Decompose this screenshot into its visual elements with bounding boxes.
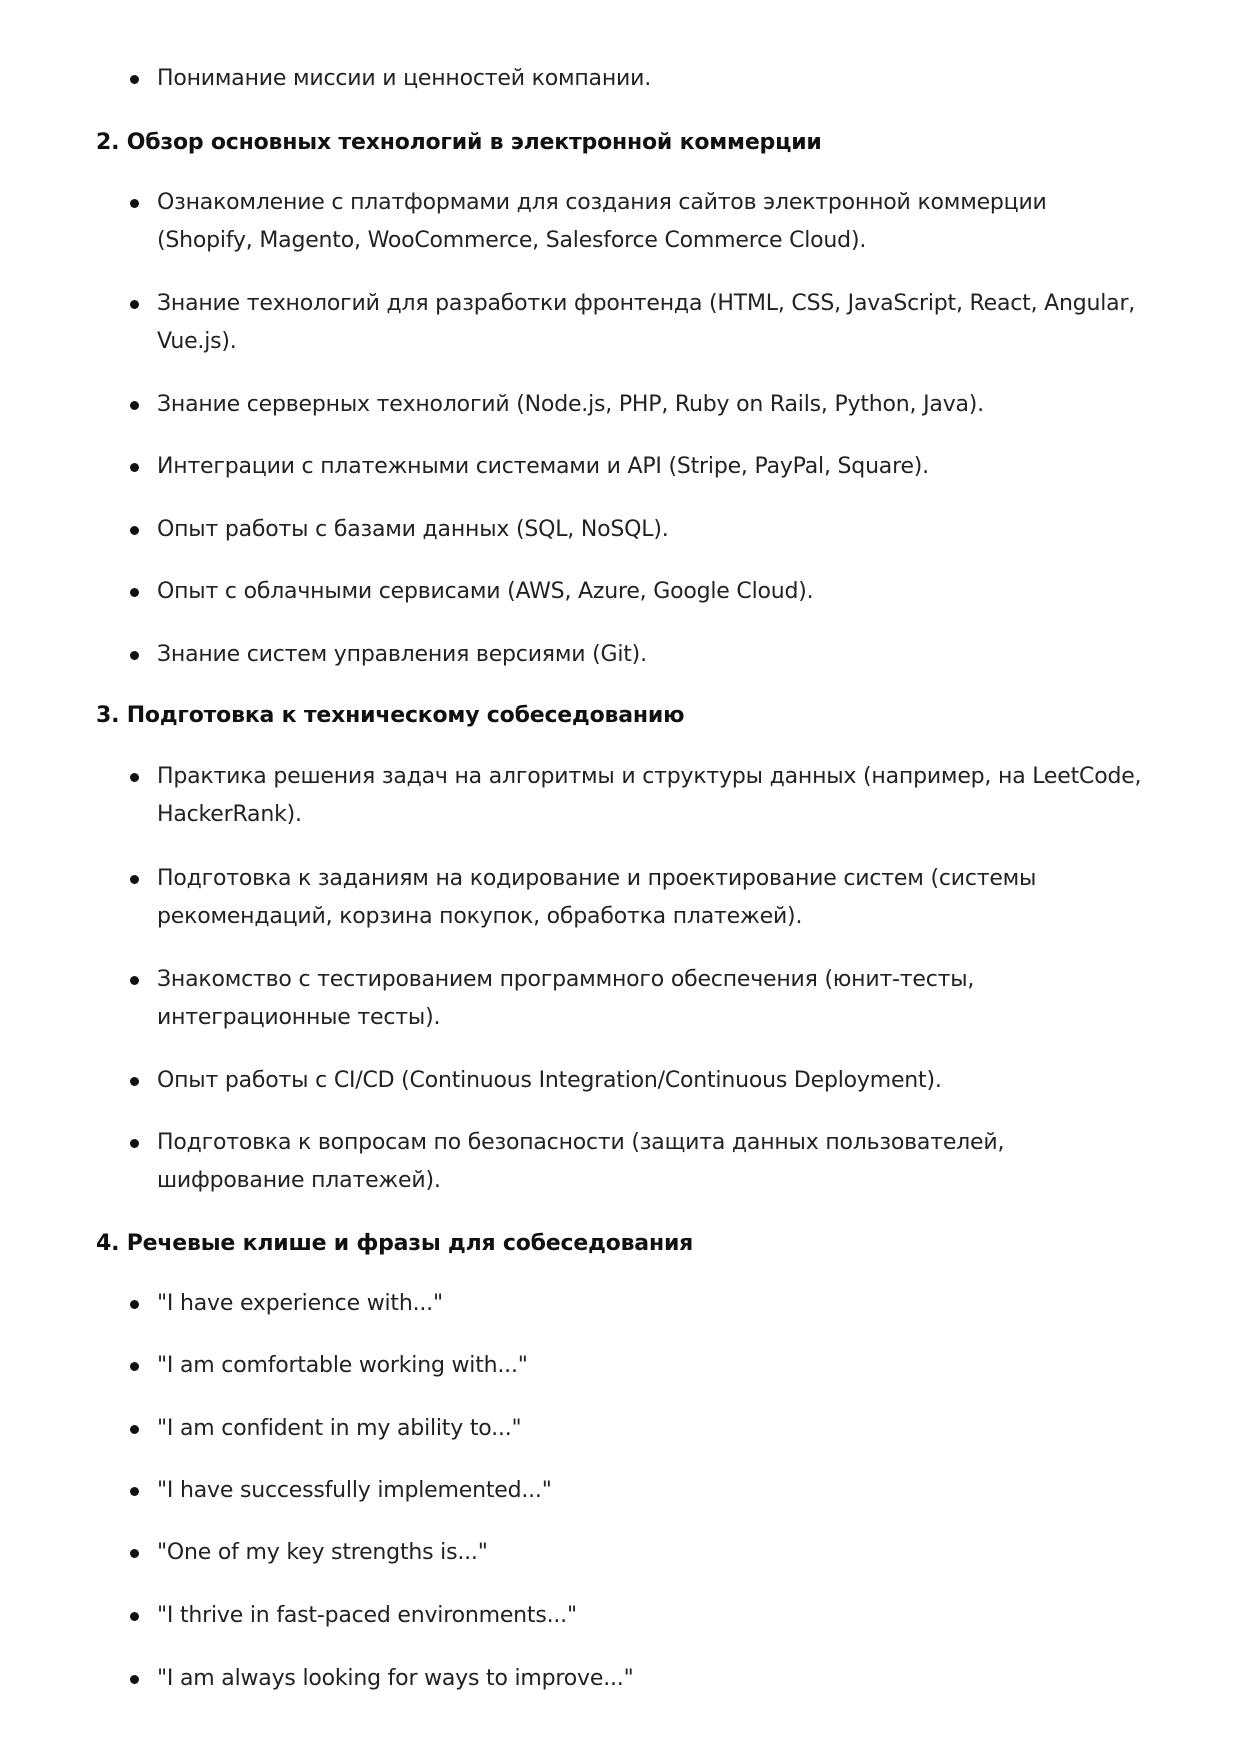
list-item: Подготовка к вопросам по безопасности (защита данных пользователей, шифрование платежей). <box>157 1130 1005 1193</box>
list-item: Знание систем управления версиями (Git). <box>157 642 647 667</box>
list-item: "I am comfortable working with..." <box>157 1353 528 1378</box>
list-item: "I am confident in my ability to..." <box>157 1416 522 1441</box>
bullet-icon <box>130 401 139 410</box>
bullet-icon <box>130 875 139 884</box>
bullet-icon <box>130 526 139 535</box>
bullet-icon <box>130 199 139 208</box>
list-item: Знание серверных технологий (Node.js, PHP, Ruby on Rails, Python, Java). <box>157 392 984 417</box>
section-heading: 4. Речевые клише и фразы для собеседования <box>96 1231 694 1256</box>
list-item: Опыт с облачными сервисами (AWS, Azure, Google Cloud). <box>157 579 814 604</box>
bullet-icon <box>130 75 139 84</box>
bullet-icon <box>130 773 139 782</box>
list-item: Интеграции с платежными системами и API (Stripe, PayPal, Square). <box>157 454 929 479</box>
list-item: "I have experience with..." <box>157 1291 443 1316</box>
list-item: "I am always looking for ways to improve..." <box>157 1666 634 1691</box>
bullet-icon <box>130 1487 139 1496</box>
bullet-icon <box>130 1549 139 1558</box>
list-item: "One of my key strengths is..." <box>157 1540 488 1565</box>
bullet-icon <box>130 1077 139 1086</box>
section-heading: 2. Обзор основных технологий в электронной коммерции <box>96 130 822 155</box>
list-item: Подготовка к заданиям на кодирование и проектирование систем (системы рекомендаций, корзина покупок, обработка платежей). <box>157 866 1037 929</box>
bullet-icon <box>130 1612 139 1621</box>
section-heading: 3. Подготовка к техническому собеседованию <box>96 703 685 728</box>
bullet-icon <box>130 1425 139 1434</box>
list-item: "I have successfully implemented..." <box>157 1478 552 1503</box>
list-item: Знакомство с тестированием программного обеспечения (юнит-тесты, интеграционные тесты). <box>157 967 975 1030</box>
list-item: "I thrive in fast-paced environments..." <box>157 1603 577 1628</box>
bullet-icon <box>130 463 139 472</box>
bullet-icon <box>130 588 139 597</box>
list-item: Понимание миссии и ценностей компании. <box>157 66 651 91</box>
bullet-icon <box>130 1675 139 1684</box>
bullet-icon <box>130 300 139 309</box>
list-item: Практика решения задач на алгоритмы и структуры данных (например, на LeetCode, HackerRank). <box>157 764 1142 827</box>
list-item: Опыт работы с базами данных (SQL, NoSQL). <box>157 517 669 542</box>
list-item: Опыт работы с CI/CD (Continuous Integration/Continuous Deployment). <box>157 1068 942 1093</box>
list-item: Знание технологий для разработки фронтенда (HTML, CSS, JavaScript, React, Angular, Vue.js). <box>157 291 1136 354</box>
bullet-icon <box>130 1139 139 1148</box>
bullet-icon <box>130 976 139 985</box>
bullet-icon <box>130 651 139 660</box>
bullet-icon <box>130 1300 139 1309</box>
bullet-icon <box>130 1362 139 1371</box>
list-item: Ознакомление с платформами для создания сайтов электронной коммерции (Shopify, Magento, WooCommerce, Salesforce Commerce Cloud). <box>157 190 1047 253</box>
